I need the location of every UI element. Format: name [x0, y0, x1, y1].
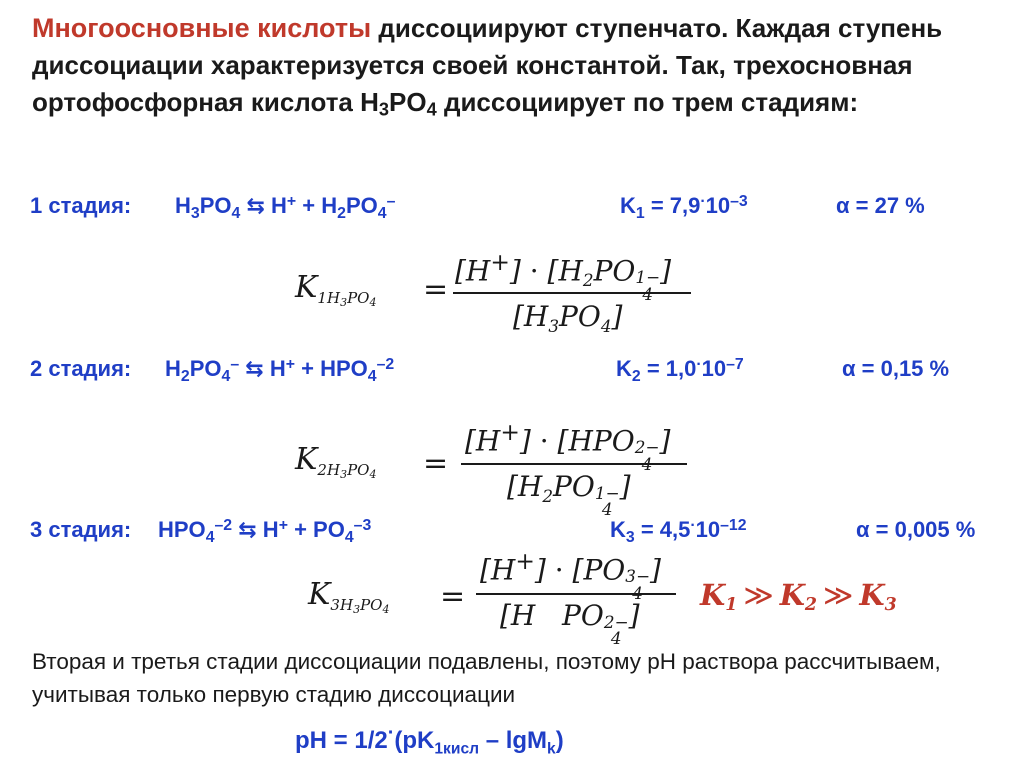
num-b-supsub: [635, 254, 660, 302]
den-sub: 4: [600, 315, 612, 336]
stage-label: 3 стадия:: [30, 517, 132, 542]
stage-alpha: [836, 193, 925, 219]
num-b-charge: 1−: [635, 266, 661, 287]
num-a-charge: +: [515, 547, 535, 575]
k-index: 1: [635, 204, 645, 222]
k-acid-a: H: [326, 289, 341, 307]
den-a: [H: [500, 599, 536, 632]
product-a: H: [271, 193, 287, 219]
k-acid-a: H: [326, 461, 341, 479]
k-acid-sub: 4: [369, 296, 377, 309]
k-index: 3: [625, 528, 635, 546]
den-supsub: [595, 470, 620, 518]
fraction-bar: [453, 292, 691, 294]
k-dot: ·: [696, 356, 702, 373]
k-dot: ·: [700, 193, 706, 210]
alpha-symbol: α: [836, 193, 850, 218]
num-a-close: ]: [534, 553, 546, 587]
num-a: [H: [480, 553, 516, 587]
k-acid-sub: 4: [382, 603, 390, 616]
product-a: H: [262, 517, 279, 543]
stage-constant: [620, 193, 748, 223]
k-exponent: –12: [720, 517, 747, 534]
fraction-bar: [476, 593, 676, 595]
formula-lhs: [295, 270, 376, 309]
reactant: H: [165, 356, 181, 382]
alpha-value: = 27 %: [849, 193, 925, 218]
k-name: K: [616, 356, 632, 382]
equilibrium-arrow-icon: ⇆: [246, 193, 265, 219]
den-close: ]: [619, 470, 631, 503]
product-b-charge: –3: [353, 517, 372, 534]
equals-sign: =: [440, 579, 466, 614]
den-index: 4: [610, 628, 622, 649]
product-b-mid: PO: [345, 193, 378, 219]
num-a-close: ]: [519, 424, 531, 458]
k-value: = 4,5: [634, 517, 691, 543]
den-charge: 1−: [594, 482, 620, 503]
num-b-mid: PO: [593, 254, 636, 288]
alpha-symbol: α: [856, 517, 870, 542]
formula-denominator: [500, 599, 640, 647]
num-a-close: ]: [509, 254, 521, 288]
den-mid: PO: [559, 300, 601, 333]
num-b-close: ]: [659, 424, 671, 458]
product-b-charge: –2: [376, 356, 395, 373]
num-a-charge: +: [490, 248, 510, 276]
alpha-value: = 0,15 %: [855, 356, 950, 381]
num-b-close: ]: [660, 254, 672, 288]
ph-mid: – lgM: [479, 727, 548, 754]
num-b-supsub: [635, 424, 660, 472]
num-a: [H: [465, 424, 501, 458]
reactant-mid: PO: [199, 193, 232, 219]
den-a: [H: [507, 470, 543, 503]
product-a: H: [269, 356, 286, 382]
num-b: [PO: [572, 553, 626, 587]
intro-text-b: диссоциирует по трем стадиям:: [436, 87, 859, 117]
plus-sign: +: [301, 356, 314, 382]
stage-alpha: [842, 356, 949, 382]
k-acid-b: PO: [347, 289, 370, 307]
k-name: K: [610, 517, 626, 543]
ratio-k3: K: [859, 578, 885, 612]
product-a-charge: +: [285, 356, 295, 373]
intro-text-po: PO: [389, 87, 427, 117]
product-b-charge: –: [386, 193, 396, 210]
reactant: H: [175, 193, 191, 219]
den-a: [H: [513, 300, 549, 333]
equilibrium-arrow-icon: ⇆: [238, 517, 257, 543]
ratio-index-3: 3: [884, 595, 897, 616]
k-name: K: [620, 193, 636, 219]
reactant-mid: PO: [189, 356, 222, 382]
reactant: HPO: [158, 517, 206, 543]
k-index: 2: [317, 461, 327, 479]
k-acid-sub: 3: [340, 468, 348, 481]
formula-denominator: [513, 300, 622, 336]
k-base: 10: [701, 356, 727, 382]
product-b: H: [321, 193, 338, 219]
k-symbol: K: [295, 442, 318, 477]
stage-label: 1 стадия:: [30, 193, 132, 218]
reactant-charge: –2: [214, 517, 233, 534]
intro-sub-3: 3: [378, 99, 390, 120]
k-symbol: K: [308, 577, 331, 612]
den-charge: 2−: [603, 611, 629, 632]
product-b-sub: 2: [337, 204, 346, 222]
alpha-value: = 0,005 %: [869, 517, 976, 542]
k-subscript: [317, 461, 376, 479]
reactant-sub: 4: [231, 204, 241, 222]
stage-label: 2 стадия:: [30, 356, 132, 381]
ratio-index-1: 1: [725, 595, 738, 616]
multiply-dot: ·: [554, 553, 564, 587]
stage-constant: [616, 356, 744, 386]
k-acid-a: H: [339, 596, 354, 614]
den-index: 4: [601, 499, 613, 520]
k-acid-b: PO: [360, 596, 383, 614]
ph-close: ): [555, 727, 564, 754]
den-supsub: [604, 599, 629, 647]
product-b-sub: 4: [367, 367, 377, 385]
den-close: ]: [628, 599, 640, 632]
equilibrium-arrow-icon: ⇆: [245, 356, 264, 382]
conclusion-text: Вторая и третья стадии диссоциации подавлены, поэтому рН раствора рассчитываем, учитывая только первую стадию диссоциации: [32, 649, 941, 707]
ph-dot: ·: [387, 722, 395, 744]
den-close: ]: [611, 300, 623, 333]
reactant-sub: 2: [180, 367, 190, 385]
num-b-sub: 2: [582, 270, 594, 291]
stage-equation: [158, 517, 371, 547]
much-greater-icon: ≫: [743, 578, 774, 612]
formula-lhs: [308, 577, 389, 616]
ratio-k2: K: [779, 578, 805, 612]
k-index: 2: [631, 367, 641, 385]
formula-lhs: [295, 442, 376, 481]
product-a-charge: +: [286, 193, 297, 210]
k-acid-sub: 3: [353, 603, 361, 616]
den-sub: 3: [548, 315, 560, 336]
plus-sign: +: [294, 517, 307, 543]
ratio-k1: K: [700, 578, 726, 612]
k-symbol: K: [295, 270, 318, 305]
much-greater-icon: ≫: [823, 578, 854, 612]
formula-numerator: [455, 248, 671, 302]
stage-equation: [175, 193, 395, 223]
product-b: HPO: [320, 356, 368, 382]
num-b-charge: 2−: [634, 436, 660, 457]
ph-formula: [295, 722, 564, 758]
intro-paragraph: [32, 10, 1002, 129]
reactant-sub: 4: [205, 528, 215, 546]
num-b-index: [635, 286, 660, 303]
product-b-sub: 4: [377, 204, 387, 222]
reactant-sub: 3: [190, 204, 200, 222]
plus-sign: +: [302, 193, 316, 219]
num-b: [HPO: [557, 424, 635, 458]
k-acid-sub: 3: [340, 296, 348, 309]
ph-open: (pK: [394, 727, 435, 754]
alpha-symbol: α: [842, 356, 856, 381]
k-acid-sub: 4: [369, 468, 377, 481]
product-b: PO: [313, 517, 345, 543]
num-a: [H: [455, 254, 491, 288]
reactant-charge: –: [230, 356, 240, 373]
ph-prefix: рН = 1/2: [295, 727, 388, 754]
k-index: 1: [317, 289, 327, 307]
k-index: 3: [330, 596, 340, 614]
formula-denominator: [507, 470, 631, 518]
k-exponent: –3: [730, 193, 748, 210]
intro-highlight: Многоосновные кислоты: [32, 13, 372, 43]
num-b: [H: [547, 254, 583, 288]
k-value: = 7,9: [644, 193, 701, 219]
equals-sign: =: [423, 446, 449, 481]
den-mid: PO: [553, 470, 595, 503]
equals-sign: =: [423, 272, 449, 307]
k-base: 10: [705, 193, 731, 219]
stage-alpha: [856, 517, 975, 543]
ph-sub2: k: [547, 740, 556, 758]
reactant-sub: 4: [221, 367, 231, 385]
num-a-charge: +: [500, 418, 520, 446]
k-acid-b: PO: [347, 461, 370, 479]
stage-equation: [165, 356, 394, 386]
den-sub: 2: [542, 485, 554, 506]
ratio-index-2: 2: [804, 595, 818, 616]
num-b-charge: 3−: [625, 565, 651, 586]
ph-sub: 1кисл: [434, 740, 480, 758]
intro-text-a: диссоциируют ступенчато. Каждая ступень диссоциации характеризуется своей константой. Так, трехосновная ортофосфорная кислота H: [32, 13, 943, 117]
intro-sub-4: 4: [426, 99, 437, 120]
k-dot: ·: [690, 517, 696, 534]
stage-constant: [610, 517, 747, 547]
fraction-bar: [461, 463, 687, 465]
multiply-dot: ·: [539, 424, 549, 458]
constant-ratio: [700, 578, 897, 615]
k-exponent: –7: [726, 356, 744, 373]
den-mid: PO: [562, 599, 604, 632]
multiply-dot: ·: [529, 254, 539, 288]
product-a-charge: +: [278, 517, 288, 534]
k-subscript: [330, 596, 389, 614]
product-b-sub: 4: [344, 528, 354, 546]
num-b-close: ]: [650, 553, 661, 587]
k-subscript: [317, 289, 376, 307]
k-value: = 1,0: [640, 356, 697, 382]
k-base: 10: [695, 517, 721, 543]
